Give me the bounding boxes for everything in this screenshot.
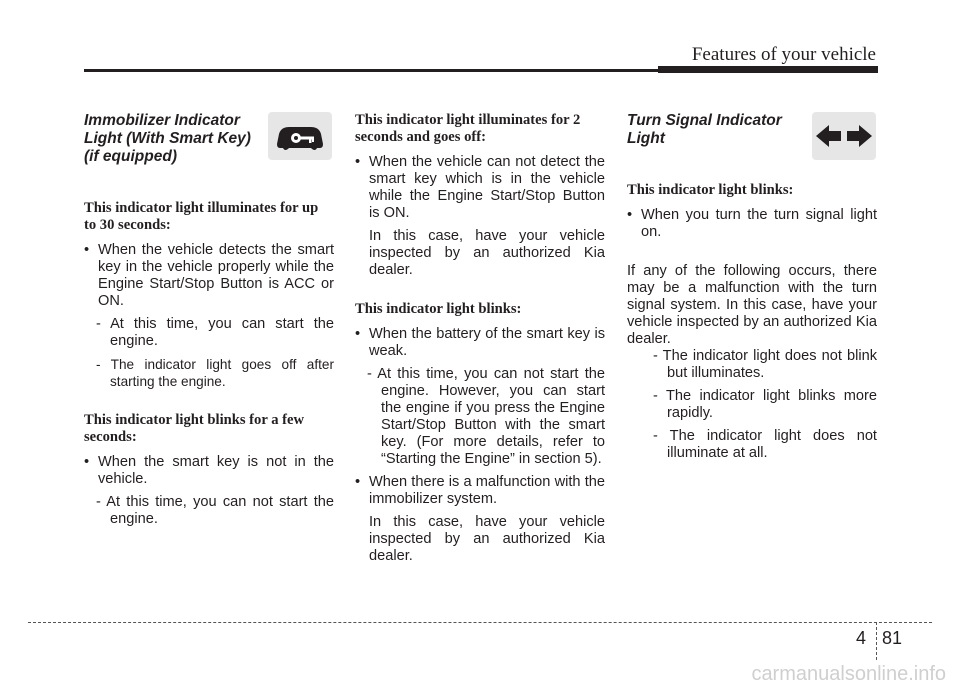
dash-goes-off: - The indicator light goes off after starting the engine. xyxy=(96,357,334,389)
column-immobilizer xyxy=(84,112,334,534)
column-turn-signal xyxy=(627,112,877,468)
header-accent-bar xyxy=(658,66,878,73)
malfunction-paragraph: If any of the following occurs, there may be a malfunction with the turn signal system. In this case, have your vehicle inspected by an authorized Kia dealer. xyxy=(627,263,877,347)
turn-signal-arrows-icon xyxy=(812,112,876,160)
car-key-icon xyxy=(268,112,332,160)
blinks-heading: This indicator light blinks: xyxy=(355,301,522,317)
dash-does-not-blink: - The indicator light does not blink but illuminates. xyxy=(653,348,877,381)
note-have-inspected-1: In this case, have your vehicle inspected by an authorized Kia dealer. xyxy=(369,228,605,278)
bullet-can-not-detect: • When the vehicle can not detect the smart key which is in the vehicle while the Engine Start/Stop Button is ON. xyxy=(355,154,605,222)
dash-blinks-rapidly: - The indicator light blinks more rapidly. xyxy=(653,388,877,421)
page-header-title: Features of your vehicle xyxy=(691,44,876,65)
blinks-few-seconds-heading: This indicator light blinks for a few seconds: xyxy=(84,412,305,445)
page-number-divider xyxy=(876,622,877,660)
bullet-battery-weak: • When the battery of the smart key is weak. xyxy=(355,326,605,360)
bullet-immobilizer-malfunction: • When there is a malfunction with the immobilizer system. xyxy=(355,474,605,508)
watermark: carmanualsonline.info xyxy=(751,663,946,685)
turn-blinks-heading: This indicator light blinks: xyxy=(627,182,794,198)
section-title-turn-signal: Turn Signal Indicator Light xyxy=(627,112,782,147)
illuminates-two-seconds-heading: This indicator light illuminates for 2 seconds and goes off: xyxy=(355,112,581,145)
column-immobilizer-continued xyxy=(355,112,605,571)
dash-does-not-illuminate: - The indicator light does not illuminate at all. xyxy=(653,428,877,461)
section-number: 4 xyxy=(856,628,867,648)
dash-press-start-button: - At this time, you can not start the engine. However, you can start the engine if you press the Engine Start/Stop Button with the smart key. (For more details, refer to “Starting the Engine” in section 5). xyxy=(367,366,605,467)
illuminates-heading: This indicator light illuminates for up to 30 seconds: xyxy=(84,200,319,233)
footer-dashed-rule xyxy=(28,622,932,623)
bullet-detects-key: • When the vehicle detects the smart key in the vehicle properly while the Engine Start/Stop Button is ACC or ON. xyxy=(84,242,334,310)
page-number: 81 xyxy=(882,628,903,648)
bullet-key-not-in-vehicle: • When the smart key is not in the vehicle. xyxy=(84,454,334,488)
bullet-turn-signal-on: • When you turn the turn signal light on. xyxy=(627,207,877,241)
dash-can-not-start: - At this time, you can not start the engine. xyxy=(96,494,334,527)
section-title-immobilizer: Immobilizer Indicator Light (With Smart Key) (if equipped) xyxy=(84,112,251,165)
note-have-inspected-2: In this case, have your vehicle inspected by an authorized Kia dealer. xyxy=(369,514,605,564)
dash-can-start: - At this time, you can start the engine. xyxy=(96,316,334,349)
